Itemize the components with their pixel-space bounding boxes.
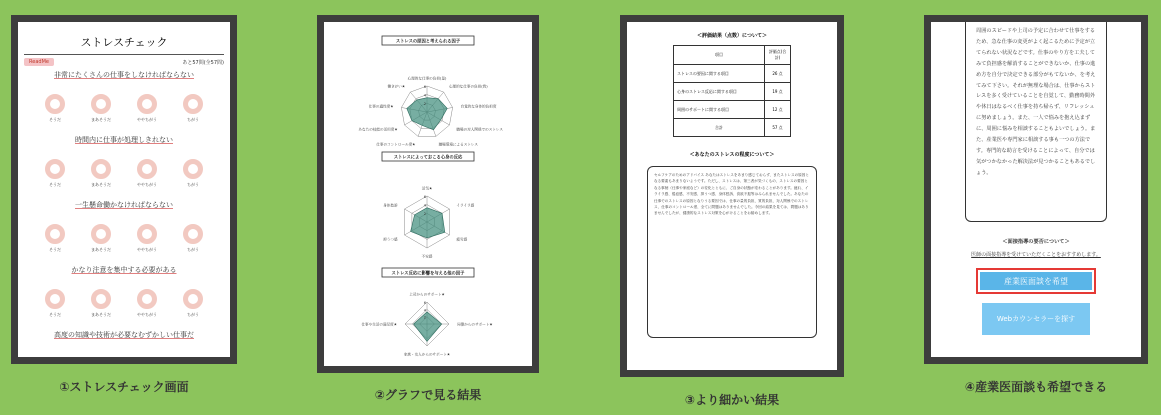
page-title: ストレスチェック xyxy=(24,22,224,55)
radar-tick-label: 6 xyxy=(423,195,426,199)
table-row xyxy=(674,101,791,119)
chart-title: ストレスによっておこる心身の反応 xyxy=(393,155,463,161)
answer-option[interactable] xyxy=(137,224,157,253)
request-doctor-interview-label: 産業医面談を希望 xyxy=(980,272,1092,290)
radar-tick-label: 2 xyxy=(423,212,426,217)
radar-tick-label: 4 xyxy=(423,203,426,208)
table-row xyxy=(674,119,791,137)
radar-tick-label: 6 xyxy=(423,301,426,305)
radio-ring-icon[interactable] xyxy=(45,289,65,309)
answer-option-label: まあそうだ xyxy=(91,247,111,252)
answer-option[interactable] xyxy=(183,224,203,253)
answer-option[interactable] xyxy=(183,159,203,188)
radio-ring-icon[interactable] xyxy=(137,289,157,309)
radar-category-label: 同僚からのサポート★ xyxy=(457,322,493,327)
table-cell: 26 点 xyxy=(765,65,791,83)
answer-option-label: ややちがう xyxy=(137,182,157,187)
answer-options xyxy=(32,159,216,188)
advice-box: セルフケアのためのアドバイス あなたはストレスをあまり感じておらず、またストレスの原因となる要素もあまりないようです。ただし、ストレスは、第三者が気づくもの、ストレスの要因となる事柄（仕事や家庭など）の変化とともに、ご自身の状態が変わることがあります。疲れ、イライラ感、倦怠感、不安感、抑うつ感、身体愁訴、食欲不振等はみられませんでした。あなたの仕事でのストレスの原因となりうる要因では、仕事の量的負担、質的負担、対人関係でのストレス、仕事のコントロール度、全てに問題はありませんでした。今回の結果を見ては、問題はありませんでしたが、健康的なストレス対策を心がけることをお勧めします。 xyxy=(647,166,817,338)
answer-option[interactable] xyxy=(183,94,203,123)
caption-3: ③より細かい結果 xyxy=(684,393,780,407)
table-cell: 19 点 xyxy=(765,83,791,101)
caption-2: ②グラフで見る結果 xyxy=(374,388,482,402)
answer-option-label: ややちがう xyxy=(137,247,157,252)
answer-options xyxy=(32,224,216,253)
answer-option[interactable] xyxy=(91,159,111,188)
answer-option[interactable] xyxy=(45,289,65,318)
score-heading: ＜評価結果（点数）について＞ xyxy=(697,33,767,39)
answer-option[interactable] xyxy=(137,159,157,188)
radar-series-area xyxy=(407,98,447,130)
question-text: かなり注意を集中する必要がある xyxy=(71,266,177,274)
radar-tick-label: 2 xyxy=(423,102,426,107)
radio-ring-icon[interactable] xyxy=(183,94,203,114)
answer-option[interactable] xyxy=(45,159,65,188)
request-doctor-interview-button[interactable] xyxy=(976,268,1096,294)
radar-category-label: 自覚的な身体的負担度 xyxy=(460,104,497,109)
table-header-cell: 項目 xyxy=(674,46,765,65)
interview-recommendation: 医師の面接指導を受けていただくことをおすすめします。 xyxy=(971,252,1101,258)
stress-check-screen xyxy=(11,15,237,364)
radio-ring-icon[interactable] xyxy=(137,94,157,114)
radio-ring-icon[interactable] xyxy=(91,94,111,114)
detailed-results-screen xyxy=(620,15,844,377)
table-cell: 12 点 xyxy=(765,101,791,119)
chart-title: ストレス反応に影響を与える他の因子 xyxy=(391,271,465,277)
answer-option-label: まあそうだ xyxy=(91,312,111,317)
table-cell: 57 点 xyxy=(765,119,791,137)
progress-text: あと57問(全57問) xyxy=(182,59,224,66)
answer-option[interactable] xyxy=(45,94,65,123)
answer-option[interactable] xyxy=(45,224,65,253)
radar-category-label: 家族・友人からのサポート★ xyxy=(403,352,451,357)
radar-category-label: 身体愁訴 xyxy=(383,203,398,208)
radar-tick-label: 4 xyxy=(423,93,426,98)
question-text: 非常にたくさんの仕事をしなければならない xyxy=(54,71,194,79)
interview-heading: ＜面接指導の要否について＞ xyxy=(1002,239,1070,245)
radar-category-label: 心理的な仕事の負担(量) xyxy=(407,76,447,81)
find-web-counselor-button[interactable]: Webカウンセラーを探す xyxy=(982,303,1090,335)
caption-4: ④産業医面談も希望できる xyxy=(964,380,1108,394)
table-row xyxy=(674,65,791,83)
radar-charts xyxy=(324,22,532,366)
radio-ring-icon[interactable] xyxy=(45,224,65,244)
radio-ring-icon[interactable] xyxy=(183,159,203,179)
advice-text-box: 周囲のスピードや上司の予定に合わせて仕事をするため、急な仕事の変更がよく起こるために予定が立てられない状況などです。仕事のやり方を工夫してみて負担感を解消することができないか、仕事の進め方を自分で決定できる部分がもてないか、を考えてみて下さい。それが無理な場合は、仕事からストレスを多く受けていることを自覚して、勤務時間外や休日はなるべく仕事を持ち帰らず、リフレッシュに努めましょう。また、一人で悩みを抱え込まずに、周囲に悩みを相談することもよいでしょう。また、産業医や専門家に相談する事も一つの方法です。専門的な助言を受けることによって、自分では気がつかなかった解決法が見つかることもあるでしょう。 xyxy=(965,22,1107,222)
answer-option-label: ちがう xyxy=(187,312,199,317)
answer-option-label: まあそうだ xyxy=(91,117,111,122)
answer-option-label: そうだ xyxy=(49,247,61,252)
table-cell: 周囲のサポートに関する項目 xyxy=(674,101,765,119)
caption-1: ①ストレスチェック画面 xyxy=(59,380,189,394)
stress-level-heading: ＜あなたのストレスの程度について＞ xyxy=(689,152,775,158)
radio-ring-icon[interactable] xyxy=(183,289,203,309)
interview-request-screen xyxy=(924,15,1148,364)
radar-category-label: 不安感 xyxy=(421,254,433,259)
radar-category-label: 疲労感 xyxy=(456,237,468,242)
chart-title: ストレスの原因と考えられる因子 xyxy=(395,39,461,45)
radar-category-label: 仕事の適性度★ xyxy=(368,104,394,109)
radio-ring-icon[interactable] xyxy=(45,94,65,114)
radar-category-label: 職場環境によるストレス xyxy=(438,142,479,147)
radio-ring-icon[interactable] xyxy=(137,159,157,179)
answer-options xyxy=(32,289,216,318)
radar-tick-label: 2 xyxy=(423,315,426,320)
answer-option[interactable] xyxy=(91,224,111,253)
radio-ring-icon[interactable] xyxy=(91,289,111,309)
radio-ring-icon[interactable] xyxy=(45,159,65,179)
radar-category-label: 心理的な仕事の負担(質) xyxy=(448,84,488,89)
readme-button[interactable]: ReadMe xyxy=(24,58,54,66)
radar-category-label: 職場の対人関係でのストレス xyxy=(456,127,504,132)
radar-category-label: 仕事や生活の満足度★ xyxy=(361,322,397,327)
radar-category-label: 仕事のコントロール度★ xyxy=(376,142,416,147)
table-header-cell: 評価点(合計) xyxy=(765,46,791,65)
answer-option[interactable] xyxy=(91,94,111,123)
radar-category-label: 抑うつ感 xyxy=(383,237,398,242)
answer-option-label: ちがう xyxy=(187,117,199,122)
table-cell: 心身のストレス反応に関する項目 xyxy=(674,83,765,101)
answer-option[interactable] xyxy=(91,289,111,318)
question-text: 高度の知識や技術が必要なむずかしい仕事だ xyxy=(54,331,194,339)
radio-ring-icon[interactable] xyxy=(137,224,157,244)
radar-tick-label: 6 xyxy=(423,85,426,89)
radar-category-label: イライラ感 xyxy=(456,203,475,208)
radar-category-label: 活気★ xyxy=(421,186,433,191)
answer-options xyxy=(32,94,216,123)
answer-option-label: そうだ xyxy=(49,117,61,122)
answer-option-label: ちがう xyxy=(187,247,199,252)
question-text: 時間内に仕事が処理しきれない xyxy=(75,136,173,144)
graph-results-screen xyxy=(317,15,539,373)
radar-category-label: あなたの技能の活用度★ xyxy=(358,127,398,132)
answer-option[interactable] xyxy=(137,289,157,318)
radio-ring-icon[interactable] xyxy=(91,224,111,244)
score-table xyxy=(673,45,791,137)
radar-category-label: 働きがい★ xyxy=(387,84,406,89)
radar-tick-label: 4 xyxy=(423,308,426,313)
radio-ring-icon[interactable] xyxy=(91,159,111,179)
answer-option-label: まあそうだ xyxy=(91,182,111,187)
answer-option-label: そうだ xyxy=(49,312,61,317)
radar-category-label: 上司からのサポート★ xyxy=(409,292,445,297)
table-cell: ストレスの要因に関する項目 xyxy=(674,65,765,83)
answer-option-label: ややちがう xyxy=(137,312,157,317)
radar-series-area xyxy=(411,208,445,238)
answer-option-label: ちがう xyxy=(187,182,199,187)
radio-ring-icon[interactable] xyxy=(183,224,203,244)
table-row xyxy=(674,83,791,101)
table-cell: 合計 xyxy=(674,119,765,137)
table-header-row xyxy=(674,46,791,65)
answer-option-label: ややちがう xyxy=(137,117,157,122)
answer-option-label: そうだ xyxy=(49,182,61,187)
question-text: 一生懸命働かなければならない xyxy=(75,201,173,209)
answer-option[interactable] xyxy=(183,289,203,318)
answer-option[interactable] xyxy=(137,94,157,123)
